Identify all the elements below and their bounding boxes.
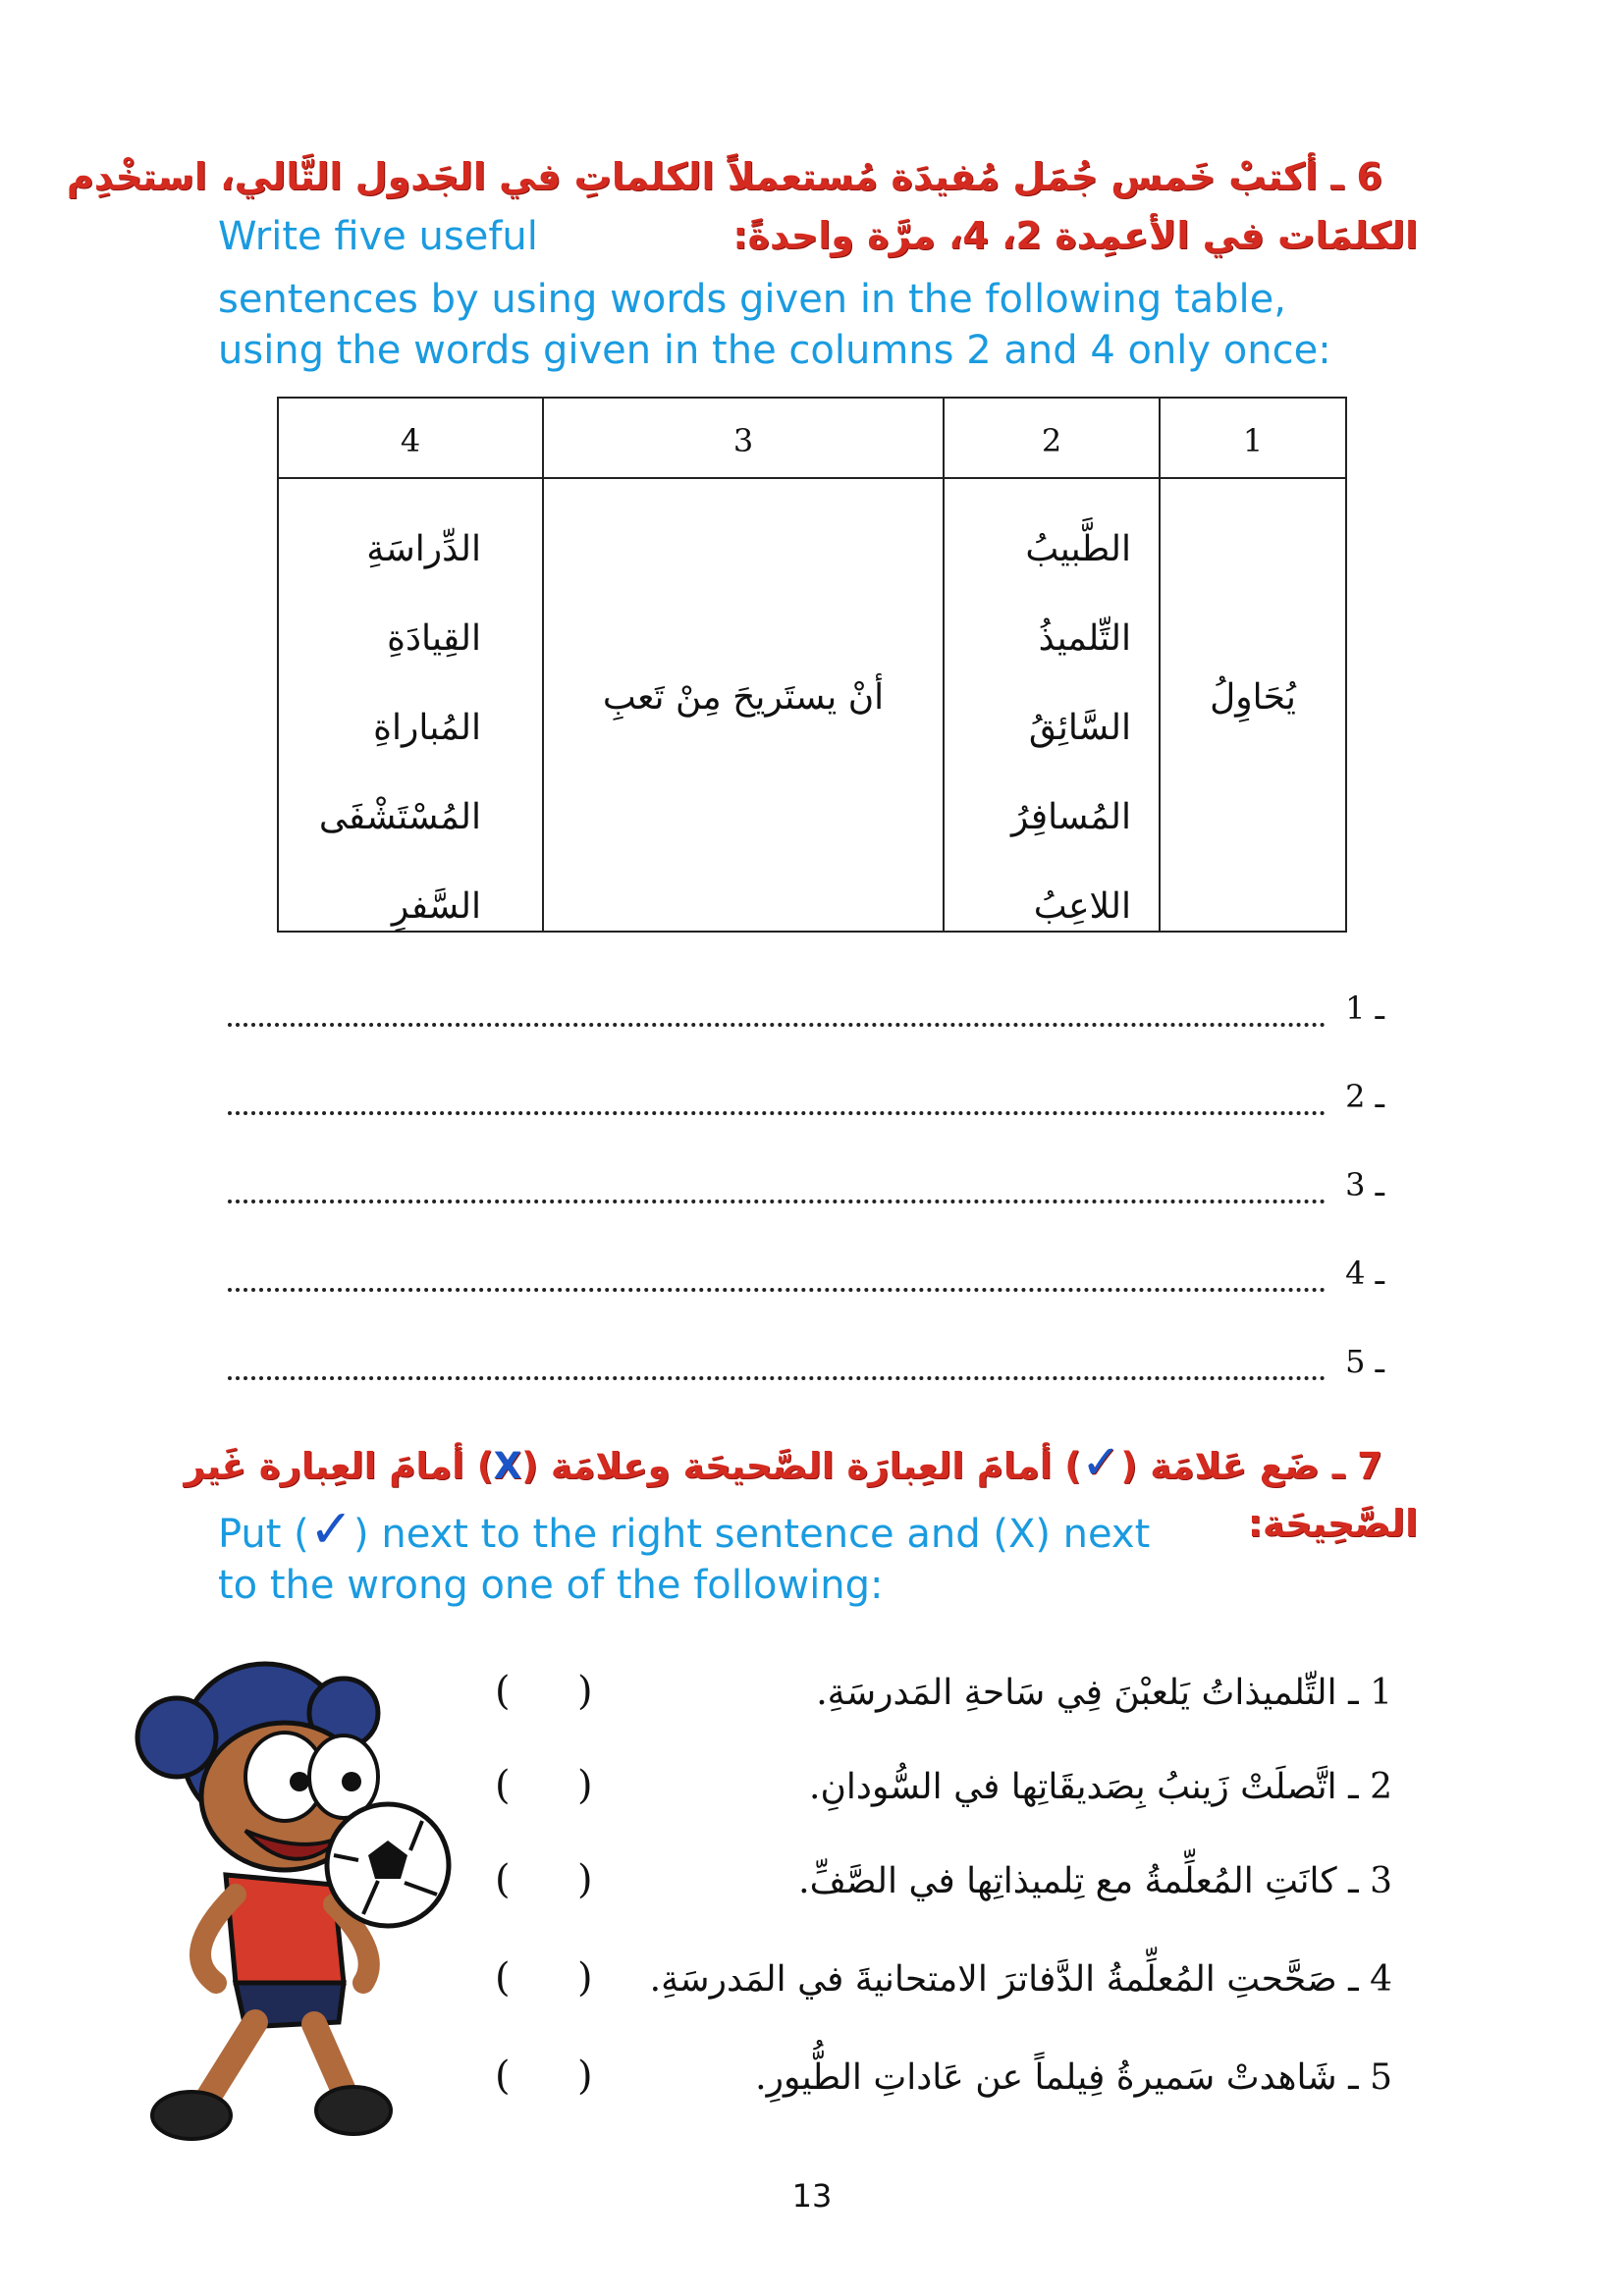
exercise7-instruction-part-b: ) next to the right sentence and (X) next	[353, 1512, 1151, 1557]
column-header-2: 2	[1041, 422, 1062, 459]
answer-paren-open: (	[495, 1669, 511, 1714]
dotted-line	[228, 1288, 1326, 1292]
dotted-line	[228, 1023, 1326, 1027]
column-4-word: السَّفرِ	[391, 886, 481, 927]
answer-line[interactable]	[228, 1343, 1384, 1386]
exercise6-instruction-line1: Write five useful	[218, 214, 538, 259]
answer-line[interactable]	[228, 1166, 1384, 1209]
answer-line-number: 1 ـ	[1345, 989, 1384, 1027]
exercise7-heading-part-c: ) أمامَ العِبارة غَير	[184, 1445, 494, 1487]
check-mark-icon: ✓	[308, 1498, 354, 1560]
answer-paren-close[interactable]: )	[577, 1669, 593, 1714]
exercise6-heading-line2: الكلمَات في الأعمِدة 2، 4، مرَّة واحدةً:	[732, 214, 1418, 257]
word-table	[277, 397, 1347, 933]
column-2-word: اللاعِبُ	[1033, 886, 1131, 927]
exercise7-heading-line2: الصَّحِيحَة:	[1247, 1502, 1418, 1545]
answer-line-number: 2 ـ	[1345, 1078, 1384, 1115]
column-header-4: 4	[400, 422, 421, 459]
answer-line-number: 5 ـ	[1345, 1343, 1384, 1380]
dotted-line	[228, 1376, 1326, 1380]
column-2-words	[945, 505, 1131, 951]
answer-paren-open: (	[495, 2054, 511, 2099]
exercise6-instruction-line3: using the words given in the columns 2 and 4 only once:	[218, 328, 1331, 373]
column-4-word: المُسْتَشْفَى	[318, 797, 481, 837]
statement-5: 5 ـ شَاهدتْ سَميرةُ فِيلماً عن عَاداتِ الطُّيورِ.	[755, 2057, 1392, 2098]
page-number: 13	[791, 2177, 833, 2215]
answer-line-number: 3 ـ	[1345, 1166, 1384, 1203]
exercise7-heading-line1	[184, 1435, 1382, 1490]
answer-line[interactable]	[228, 1078, 1384, 1121]
column-header-1: 1	[1242, 422, 1264, 459]
dotted-line	[228, 1111, 1326, 1115]
column-4-word: المُباراةِ	[373, 708, 481, 748]
column-4-words	[279, 505, 481, 951]
exercise7-instruction-part-a: Put (	[218, 1512, 309, 1557]
girl-football-illustration	[98, 1659, 491, 2150]
check-mark-icon: ✓	[1081, 1435, 1121, 1490]
column-4-word: القِيادَةِ	[387, 618, 481, 659]
column-3-phrase: أنْ يستَريحَ مِنْ تَعبِ	[602, 677, 885, 718]
column-2-word: المُسافِرُ	[1011, 797, 1131, 837]
column-2-word: الطَّبيبُ	[1025, 529, 1131, 569]
exercise7-heading-part-b: ) أمامَ العِبارَة الصَّحيحَة وعلامَة (	[521, 1445, 1082, 1487]
answer-paren-close[interactable]: )	[577, 1763, 593, 1808]
answer-paren-close[interactable]: )	[577, 2054, 593, 2099]
answer-line[interactable]	[228, 989, 1384, 1033]
exercise7-heading-part-a: 7 ـ ضَع عَلامَة (	[1120, 1445, 1382, 1487]
column-4-word: الدِّراسَةِ	[366, 529, 481, 569]
exercise7-instruction-line1	[218, 1498, 1150, 1560]
column-1-verb: يُحَاوِلُ	[1210, 677, 1296, 718]
answer-paren-open: (	[495, 1955, 511, 2001]
statement-4: 4 ـ صَحَّحتِ المُعلِّمةُ الدَّفاترَ الامتحانيةَ في المَدرسَةِ.	[649, 1959, 1392, 2000]
answer-paren-open: (	[495, 1857, 511, 1902]
answer-line-number: 4 ـ	[1345, 1255, 1384, 1292]
statement-2: 2 ـ اتَّصلَتْ زَينبُ بِصَديقَاتِها في السُّودانِ.	[809, 1767, 1392, 1807]
answer-line[interactable]	[228, 1255, 1384, 1298]
answer-paren-open: (	[495, 1763, 511, 1808]
answer-paren-close[interactable]: )	[577, 1857, 593, 1902]
statement-1: 1 ـ التِّلميذاتُ يَلعبْنَ فِي سَاحةِ المَدرسَةِ.	[816, 1673, 1392, 1713]
answer-paren-close[interactable]: )	[577, 1955, 593, 2001]
exercise6-instruction-line2: sentences by using words given in the following table,	[218, 277, 1286, 322]
column-2-word: السَّائِقُ	[1028, 708, 1131, 748]
table-header-divider	[279, 477, 1345, 479]
exercise6-heading-line1: 6 ـ أكتبْ خَمس جُمَل مُفيدَة مُستعملاً الكلماتِ في الجَدول التَّالي، استخْدِم	[66, 155, 1382, 198]
dotted-line	[228, 1200, 1326, 1203]
column-2-word: التِّلميذُ	[1038, 618, 1131, 659]
statement-3: 3 ـ كانَتِ المُعلِّمةُ مع تِلميذاتِها في الصَّفِّ.	[798, 1861, 1392, 1901]
x-mark: X	[493, 1445, 522, 1487]
exercise7-instruction-line2: to the wrong one of the following:	[218, 1563, 884, 1608]
column-header-3: 3	[732, 422, 754, 459]
